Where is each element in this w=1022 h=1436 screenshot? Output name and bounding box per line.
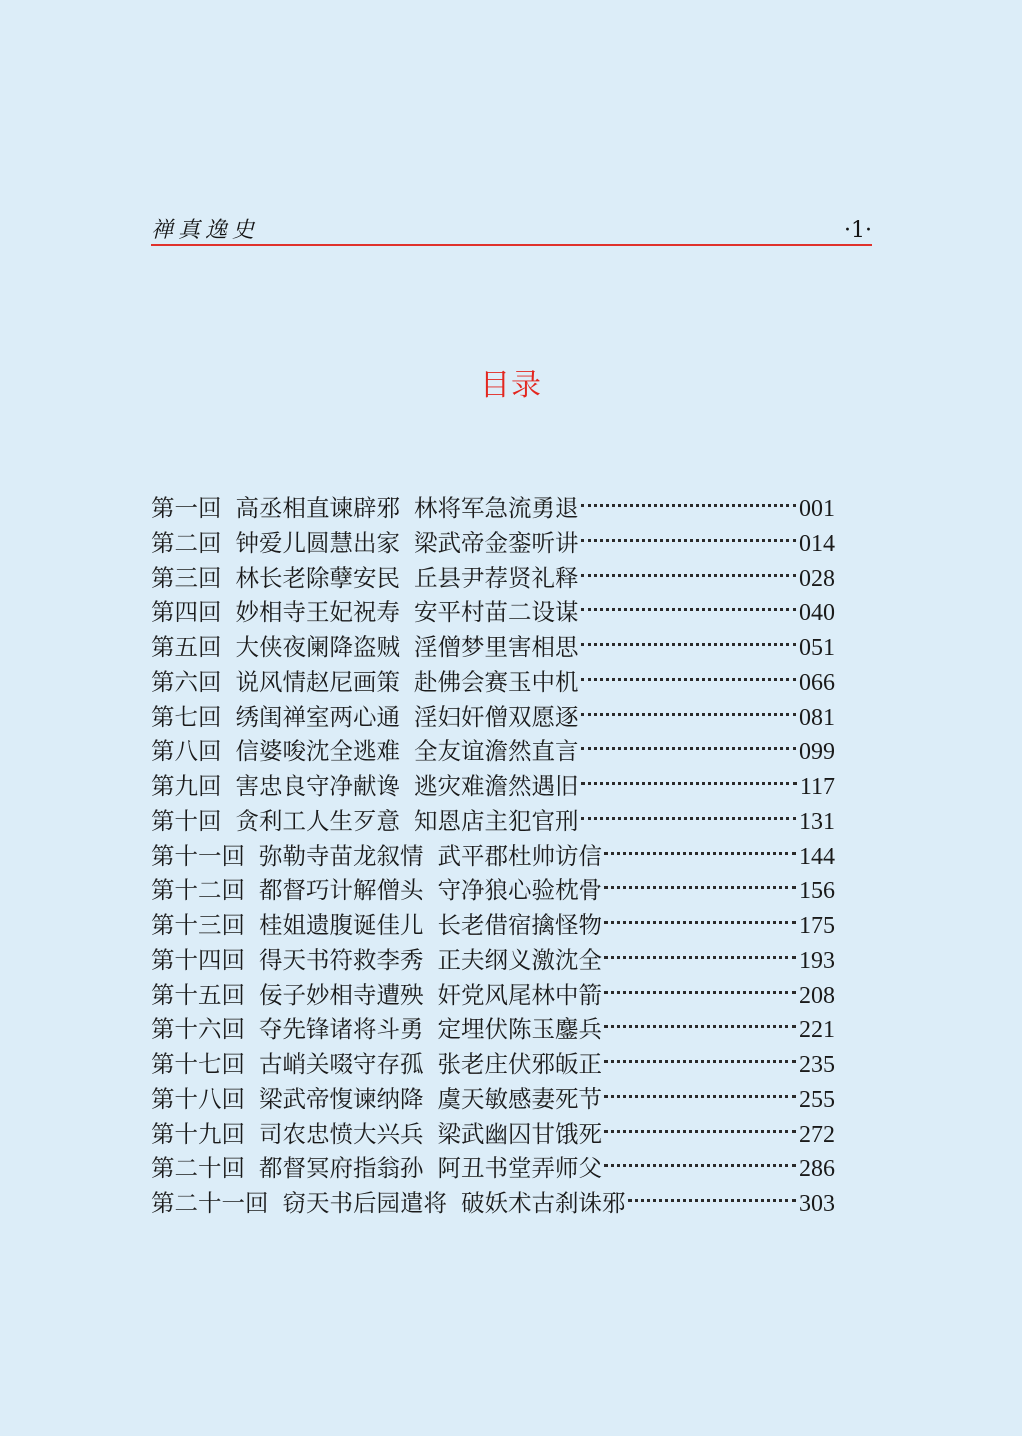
chapter-title-first: 都督巧计解僧头 bbox=[259, 876, 424, 905]
chapter-title-first: 司农忠愤大兴兵 bbox=[259, 1119, 424, 1148]
chapter-title-first: 弥勒寺苗龙叙情 bbox=[259, 841, 424, 870]
chapter-title-second: 定埋伏陈玉鏖兵 bbox=[437, 1015, 602, 1044]
chapter-title-second: 梁武帝金銮听讲 bbox=[414, 528, 579, 557]
page-ref: 286 bbox=[799, 1156, 835, 1183]
toc-entry[interactable] bbox=[151, 630, 835, 665]
chapter-title-first: 桂姐遗腹诞佳儿 bbox=[259, 911, 424, 939]
dot-leader bbox=[604, 1095, 796, 1098]
chapter-number: 第七回 bbox=[151, 702, 222, 731]
chapter-title-first: 林长老除孽安民 bbox=[235, 563, 400, 592]
dot-leader bbox=[604, 1025, 796, 1028]
chapter-title-first: 害忠良守净献谗 bbox=[235, 772, 400, 800]
toc-entry[interactable] bbox=[151, 978, 835, 1013]
page-ref: 001 bbox=[799, 496, 835, 522]
chapter-title-first: 梁武帝愎谏纳降 bbox=[259, 1084, 424, 1113]
chapter-number: 第十回 bbox=[151, 806, 222, 835]
page-ref: 144 bbox=[799, 843, 835, 870]
toc-heading: 目录 bbox=[480, 368, 542, 403]
chapter-title-first: 说风情赵尼画策 bbox=[235, 667, 400, 696]
chapter-title-second: 虞天敏感妻死节 bbox=[437, 1084, 602, 1113]
toc-entry[interactable] bbox=[151, 1047, 835, 1082]
page-ref: 193 bbox=[799, 947, 835, 974]
chapter-title-second: 破妖术古刹诛邪 bbox=[461, 1189, 626, 1217]
toc-entry[interactable] bbox=[151, 873, 835, 908]
toc-entry[interactable] bbox=[151, 595, 835, 630]
chapter-title-second: 淫妇奸僧双愿逐 bbox=[414, 702, 579, 731]
dot-leader bbox=[581, 504, 797, 507]
chapter-title-first: 信婆唆沈全逃难 bbox=[235, 737, 400, 766]
page-ref: 303 bbox=[799, 1191, 835, 1217]
book-title: 禅真逸史 bbox=[151, 218, 260, 243]
toc-entry[interactable] bbox=[151, 700, 835, 735]
dot-leader bbox=[604, 1164, 796, 1167]
table-of-contents bbox=[151, 491, 835, 1221]
dot-leader bbox=[581, 713, 797, 716]
chapter-number: 第十九回 bbox=[151, 1119, 245, 1148]
chapter-number: 第一回 bbox=[151, 494, 222, 522]
dot-leader bbox=[604, 852, 796, 855]
chapter-title-second: 安平村苗二设谋 bbox=[414, 598, 579, 627]
dot-leader bbox=[604, 956, 796, 959]
chapter-title-first: 夺先锋诸将斗勇 bbox=[259, 1015, 424, 1044]
chapter-number: 第二十一回 bbox=[151, 1189, 269, 1217]
page-ref: 014 bbox=[799, 530, 835, 557]
dot-leader bbox=[628, 1199, 797, 1202]
page-ref: 081 bbox=[799, 704, 835, 731]
chapter-number: 第二回 bbox=[151, 528, 222, 557]
chapter-number: 第十二回 bbox=[151, 876, 245, 905]
chapter-title-second: 赴佛会赛玉中机 bbox=[414, 667, 579, 696]
toc-entry[interactable] bbox=[151, 1117, 835, 1152]
toc-entry[interactable] bbox=[151, 908, 835, 943]
chapter-number: 第六回 bbox=[151, 667, 222, 696]
chapter-number: 第十三回 bbox=[151, 911, 245, 939]
toc-entry[interactable] bbox=[151, 526, 835, 561]
page-ref: 131 bbox=[799, 808, 835, 835]
chapter-title-second: 张老庄伏邪皈正 bbox=[437, 1050, 602, 1078]
chapter-number: 第十六回 bbox=[151, 1015, 245, 1044]
page-ref: 255 bbox=[799, 1086, 835, 1113]
page-ref: 175 bbox=[799, 913, 835, 939]
toc-entry[interactable] bbox=[151, 839, 835, 874]
dot-leader bbox=[604, 1130, 796, 1133]
chapter-title-first: 得天书符救李秀 bbox=[259, 945, 424, 974]
dot-leader bbox=[581, 782, 797, 785]
toc-entry[interactable] bbox=[151, 1012, 835, 1047]
chapter-title-second: 阿丑书堂弄师父 bbox=[437, 1154, 602, 1183]
chapter-title-first: 佞子妙相寺遭殃 bbox=[259, 980, 424, 1009]
dot-leader bbox=[581, 574, 797, 577]
dot-leader bbox=[581, 608, 797, 611]
page-ref: 028 bbox=[799, 565, 835, 592]
chapter-title-first: 绣闺禅室两心通 bbox=[235, 702, 400, 731]
dot-leader bbox=[581, 678, 797, 681]
chapter-title-second: 逃灾难澹然遇旧 bbox=[414, 772, 579, 800]
toc-entry[interactable] bbox=[151, 1186, 835, 1221]
header-divider bbox=[151, 244, 872, 246]
chapter-title-first: 都督冥府指翁孙 bbox=[259, 1154, 424, 1183]
dot-leader bbox=[604, 886, 796, 889]
dot-leader bbox=[604, 1060, 796, 1063]
chapter-title-second: 丘县尹荐贤礼释 bbox=[414, 563, 579, 592]
dot-leader bbox=[581, 539, 797, 542]
chapter-title-first: 钟爱儿圆慧出家 bbox=[235, 528, 400, 557]
page-ref: 051 bbox=[799, 635, 835, 661]
chapter-title-first: 大侠夜阑降盗贼 bbox=[235, 633, 400, 661]
toc-entry[interactable] bbox=[151, 769, 835, 804]
chapter-number: 第三回 bbox=[151, 563, 222, 592]
chapter-title-first: 窃天书后园遣将 bbox=[282, 1189, 447, 1217]
page-ref: 117 bbox=[799, 774, 835, 800]
page-ref: 040 bbox=[799, 600, 835, 627]
chapter-title-second: 守净狼心验枕骨 bbox=[437, 876, 602, 905]
toc-entry[interactable] bbox=[151, 665, 835, 700]
chapter-title-second: 梁武幽囚甘饿死 bbox=[437, 1119, 602, 1148]
dot-leader bbox=[581, 747, 797, 750]
page-number: ·1· bbox=[844, 218, 872, 243]
toc-entry[interactable] bbox=[151, 561, 835, 596]
dot-leader bbox=[604, 921, 796, 924]
chapter-number: 第八回 bbox=[151, 737, 222, 766]
chapter-title-first: 古峭关啜守存孤 bbox=[259, 1050, 424, 1078]
page-ref: 221 bbox=[799, 1017, 835, 1044]
page-header bbox=[151, 214, 872, 248]
chapter-title-second: 长老借宿擒怪物 bbox=[437, 911, 602, 939]
chapter-title-second: 知恩店主犯官刑 bbox=[414, 806, 579, 835]
toc-entry[interactable] bbox=[151, 1151, 835, 1186]
toc-entry[interactable] bbox=[151, 734, 835, 769]
page-ref: 208 bbox=[799, 982, 835, 1009]
chapter-title-first: 妙相寺王妃祝寿 bbox=[235, 598, 400, 627]
chapter-title-second: 奸党风尾林中箭 bbox=[437, 980, 602, 1009]
chapter-title-second: 全友谊澹然直言 bbox=[414, 737, 579, 766]
chapter-title-first: 高丞相直谏辟邪 bbox=[235, 494, 400, 522]
chapter-number: 第九回 bbox=[151, 772, 222, 800]
chapter-title-second: 林将军急流勇退 bbox=[414, 494, 579, 522]
chapter-number: 第二十回 bbox=[151, 1154, 245, 1183]
chapter-title-first: 贪利工人生歹意 bbox=[235, 806, 400, 835]
toc-entry[interactable] bbox=[151, 1082, 835, 1117]
dot-leader bbox=[604, 991, 796, 994]
chapter-number: 第十七回 bbox=[151, 1050, 245, 1078]
page-ref: 156 bbox=[799, 878, 835, 905]
chapter-title-second: 正夫纲义激沈全 bbox=[437, 945, 602, 974]
chapter-title-second: 淫僧梦里害相思 bbox=[414, 633, 579, 661]
toc-entry[interactable] bbox=[151, 943, 835, 978]
chapter-number: 第十一回 bbox=[151, 841, 245, 870]
chapter-number: 第十五回 bbox=[151, 980, 245, 1009]
dot-leader bbox=[581, 643, 797, 646]
dot-leader bbox=[581, 817, 797, 820]
toc-entry[interactable] bbox=[151, 804, 835, 839]
chapter-title-second: 武平郡杜帅访信 bbox=[437, 841, 602, 870]
chapter-number: 第十八回 bbox=[151, 1084, 245, 1113]
chapter-number: 第五回 bbox=[151, 633, 222, 661]
chapter-number: 第十四回 bbox=[151, 945, 245, 974]
page-ref: 235 bbox=[799, 1052, 835, 1078]
page-ref: 099 bbox=[799, 739, 835, 766]
page-ref: 272 bbox=[799, 1121, 835, 1148]
chapter-number: 第四回 bbox=[151, 598, 222, 627]
page-ref: 066 bbox=[799, 669, 835, 696]
toc-entry[interactable] bbox=[151, 491, 835, 526]
